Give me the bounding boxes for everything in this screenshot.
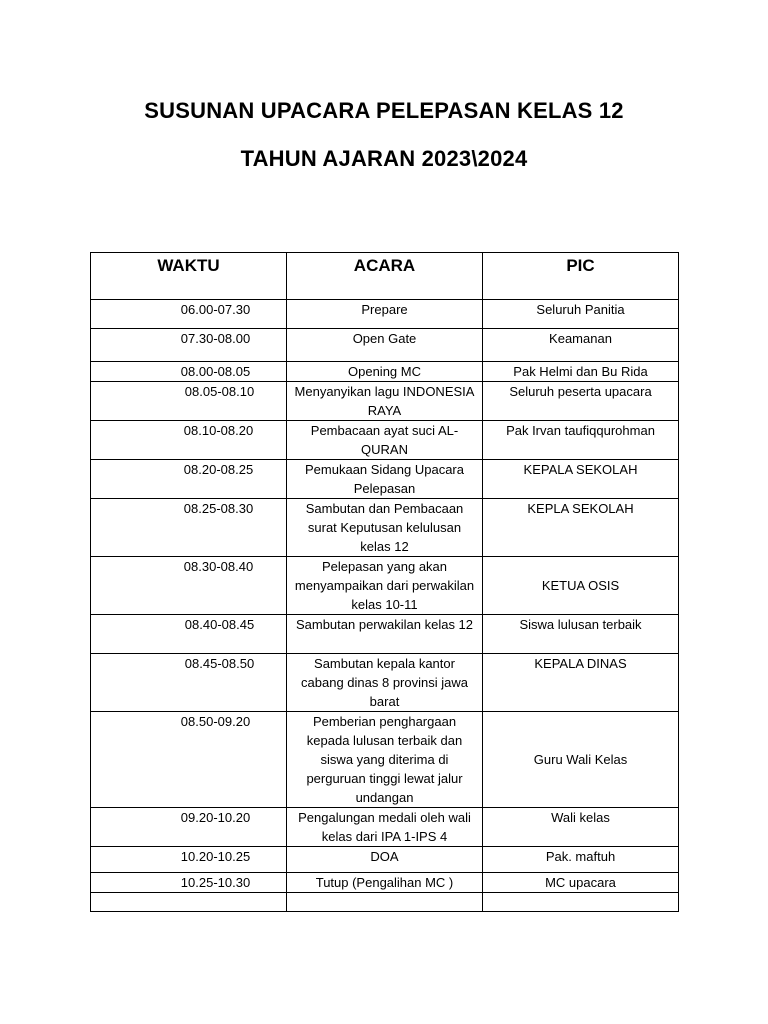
cell-acara: Tutup (Pengalihan MC ) bbox=[287, 873, 483, 893]
cell-waktu: 08.05-08.10 bbox=[91, 382, 287, 421]
table-row bbox=[91, 893, 679, 912]
cell-acara: Opening MC bbox=[287, 362, 483, 382]
cell-acara: Sambutan kepala kantor cabang dinas 8 provinsi jawa barat bbox=[287, 654, 483, 712]
table-header-row bbox=[91, 253, 679, 300]
table-row bbox=[91, 421, 679, 460]
cell-waktu bbox=[91, 893, 287, 912]
table-row bbox=[91, 808, 679, 847]
cell-acara: Pemberian penghargaan kepada lulusan terbaik dan siswa yang diterima di perguruan tinggi lewat jalur undangan bbox=[287, 712, 483, 808]
cell-waktu: 09.20-10.20 bbox=[91, 808, 287, 847]
cell-pic: Pak. maftuh bbox=[483, 847, 679, 873]
cell-pic: MC upacara bbox=[483, 873, 679, 893]
cell-acara: Pembacaan ayat suci AL-QURAN bbox=[287, 421, 483, 460]
header-pic: PIC bbox=[483, 253, 679, 300]
document-title: SUSUNAN UPACARA PELEPASAN KELAS 12 bbox=[144, 98, 624, 123]
header-acara: ACARA bbox=[287, 253, 483, 300]
cell-waktu: 08.25-08.30 bbox=[91, 499, 287, 557]
table-row bbox=[91, 300, 679, 329]
cell-pic: Wali kelas bbox=[483, 808, 679, 847]
table-row bbox=[91, 362, 679, 382]
cell-waktu: 07.30-08.00 bbox=[91, 329, 287, 362]
cell-waktu: 08.10-08.20 bbox=[91, 421, 287, 460]
table-row bbox=[91, 557, 679, 615]
table-row bbox=[91, 712, 679, 808]
table-row bbox=[91, 329, 679, 362]
cell-waktu: 08.30-08.40 bbox=[91, 557, 287, 615]
cell-pic: Pak Irvan taufiqqurohman bbox=[483, 421, 679, 460]
cell-acara: Open Gate bbox=[287, 329, 483, 362]
cell-pic: KETUA OSIS bbox=[483, 557, 679, 615]
cell-acara: Pengalungan medali oleh wali kelas dari IPA 1-IPS 4 bbox=[287, 808, 483, 847]
cell-pic: Guru Wali Kelas bbox=[483, 712, 679, 808]
table-row bbox=[91, 847, 679, 873]
header-waktu: WAKTU bbox=[91, 253, 287, 300]
cell-waktu: 08.50-09.20 bbox=[91, 712, 287, 808]
cell-acara: Menyanyikan lagu INDONESIA RAYA bbox=[287, 382, 483, 421]
cell-acara bbox=[287, 893, 483, 912]
table-row bbox=[91, 654, 679, 712]
cell-pic: Seluruh Panitia bbox=[483, 300, 679, 329]
cell-waktu: 08.20-08.25 bbox=[91, 460, 287, 499]
table-row bbox=[91, 499, 679, 557]
cell-acara: Sambutan perwakilan kelas 12 bbox=[287, 615, 483, 654]
cell-pic bbox=[483, 893, 679, 912]
cell-pic: Keamanan bbox=[483, 329, 679, 362]
cell-acara: Sambutan dan Pembacaan surat Keputusan kelulusan kelas 12 bbox=[287, 499, 483, 557]
cell-waktu: 06.00-07.30 bbox=[91, 300, 287, 329]
cell-pic: KEPLA SEKOLAH bbox=[483, 499, 679, 557]
cell-waktu: 10.20-10.25 bbox=[91, 847, 287, 873]
table-row bbox=[91, 873, 679, 893]
cell-pic: Pak Helmi dan Bu Rida bbox=[483, 362, 679, 382]
cell-acara: Prepare bbox=[287, 300, 483, 329]
cell-acara: DOA bbox=[287, 847, 483, 873]
cell-waktu: 08.40-08.45 bbox=[91, 615, 287, 654]
table-row bbox=[91, 615, 679, 654]
schedule-table bbox=[90, 252, 679, 912]
document-subtitle: TAHUN AJARAN 2023\2024 bbox=[240, 146, 528, 171]
cell-pic: KEPALA SEKOLAH bbox=[483, 460, 679, 499]
cell-pic: KEPALA DINAS bbox=[483, 654, 679, 712]
cell-acara: Pelepasan yang akan menyampaikan dari perwakilan kelas 10-11 bbox=[287, 557, 483, 615]
cell-acara: Pemukaan Sidang Upacara Pelepasan bbox=[287, 460, 483, 499]
table-row bbox=[91, 460, 679, 499]
table-row bbox=[91, 382, 679, 421]
cell-waktu: 10.25-10.30 bbox=[91, 873, 287, 893]
cell-waktu: 08.00-08.05 bbox=[91, 362, 287, 382]
cell-waktu: 08.45-08.50 bbox=[91, 654, 287, 712]
cell-pic: Seluruh peserta upacara bbox=[483, 382, 679, 421]
cell-pic: Siswa lulusan terbaik bbox=[483, 615, 679, 654]
